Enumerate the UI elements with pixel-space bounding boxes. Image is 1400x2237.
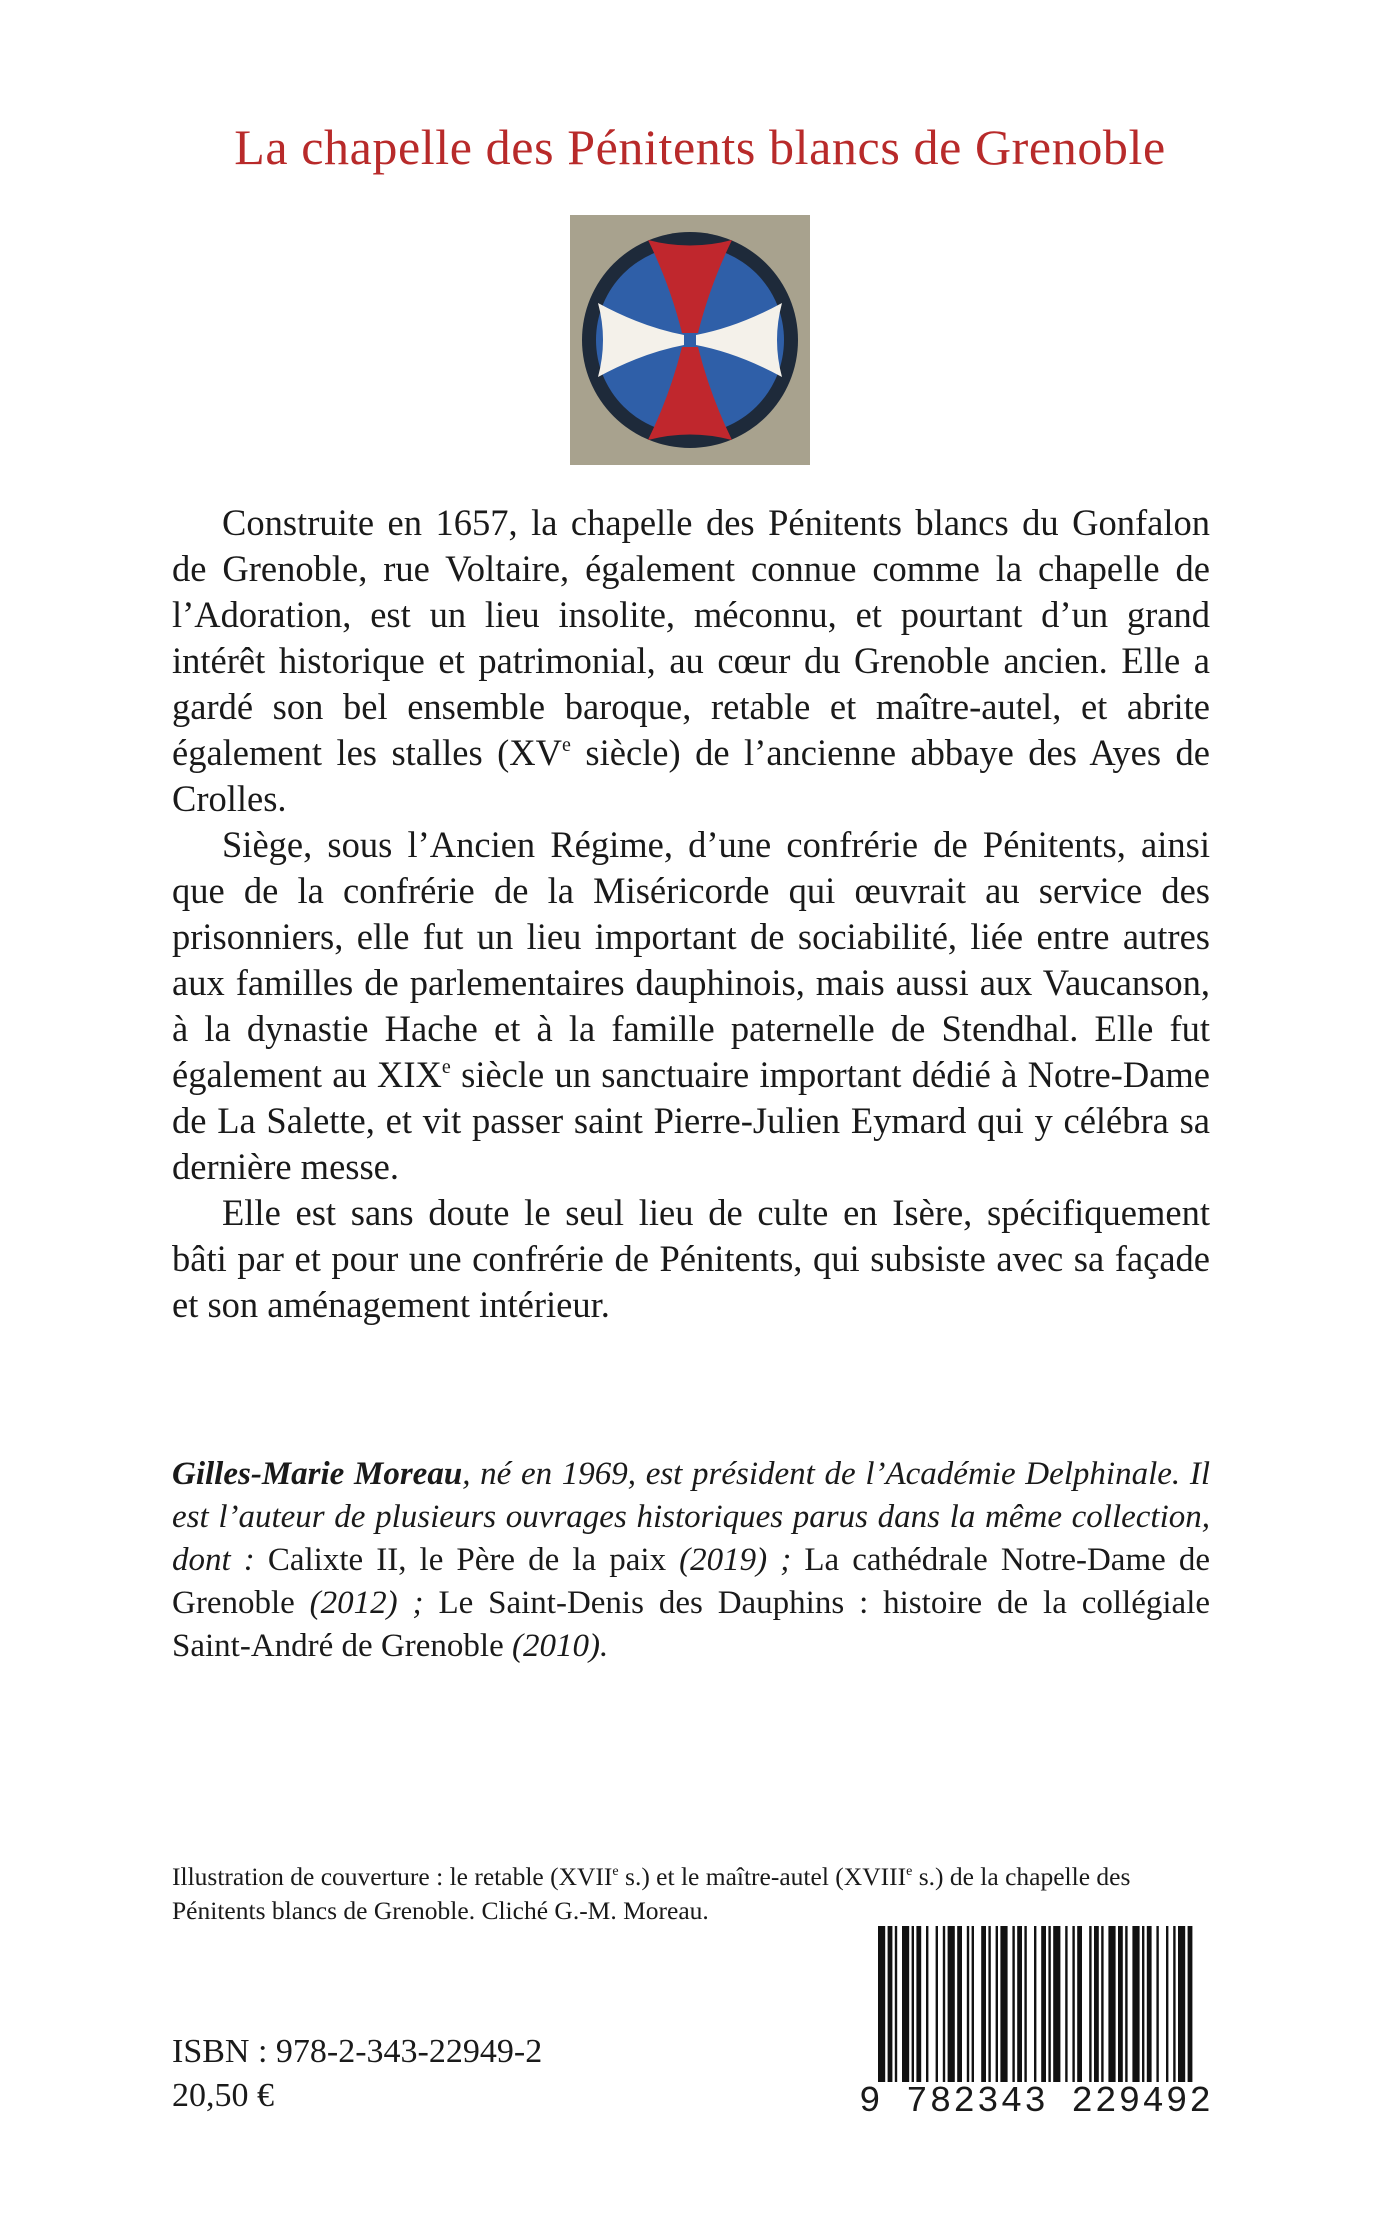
barcode-bar — [1173, 1926, 1175, 2086]
barcode-bar — [1000, 1926, 1007, 2086]
barcode-bar — [936, 1926, 938, 2086]
barcode-bar — [1065, 1926, 1067, 2086]
barcode-bar — [1142, 1926, 1144, 2086]
book-title: Calixte II, le Père de la paix — [267, 1542, 667, 1578]
barcode-bar — [981, 1926, 986, 2086]
barcode-bar — [1053, 1926, 1060, 2086]
barcode-bar — [1188, 1926, 1193, 2086]
barcode-bar — [1072, 1926, 1074, 2086]
barcode-bar — [1108, 1926, 1115, 2086]
barcode-bar — [1147, 1926, 1152, 2086]
barcode-bar — [1034, 1926, 1036, 2086]
price: 20,50 € — [172, 2077, 274, 2114]
author-name: Gilles-Marie Moreau — [172, 1456, 463, 1492]
barcode-bar — [1048, 1926, 1050, 2086]
isbn: ISBN : 978-2-343-22949-2 — [172, 2033, 543, 2070]
barcode-bar — [1118, 1926, 1123, 2086]
barcode-bar — [912, 1926, 914, 2086]
barcode-bar — [1012, 1926, 1014, 2086]
barcode-bar — [1125, 1926, 1127, 2086]
blurb-paragraph-3: Elle est sans doute le seul lieu de culte en Isère, spécifiquement bâti par et pour une confrérie de Pénitents, qui subsiste avec sa façade et son aménagement intérieur. — [172, 1192, 1210, 1325]
book-title: Le Saint-Denis des Dauphins : histoire de la collégiale Saint-André de Grenoble — [172, 1585, 1211, 1664]
barcode-bar — [1156, 1926, 1158, 2086]
blurb — [172, 500, 1210, 1328]
book-title: La cathédrale Notre-Dame de Grenoble — [172, 1542, 1210, 1621]
barcode-bar — [948, 1926, 955, 2086]
barcode-bar — [972, 1926, 974, 2086]
barcode-bar — [1166, 1926, 1168, 2086]
barcode-bar — [1024, 1926, 1026, 2086]
barcode-bar — [1101, 1926, 1103, 2086]
barcode-bar — [967, 1926, 969, 2086]
blurb-paragraph-1: Construite en 1657, la chapelle des Pénitents blancs du Gonfalon de Grenoble, rue Voltaire, également connue comme la chapelle de l’Adoration, est un lieu insolite, méconnu, et pourtant d’un grand intérêt historique et patrimonial, au cœur du Grenoble ancien. Elle a gardé son bel ensemble baroque, retable et maître-autel, et abrite également les stalles (XVe siècle) de l’ancienne abbaye des Ayes de Crolles. — [172, 502, 1210, 819]
cover-title: La chapelle des Pénitents blancs de Grenoble — [234, 119, 1166, 175]
barcode-bar — [1077, 1926, 1082, 2086]
barcode-digits: 9 782343 229492 — [858, 2081, 1214, 2122]
barcode-bar — [943, 1926, 945, 2086]
barcode-bar — [895, 1926, 897, 2086]
blurb-paragraph-2: Siège, sous l’Ancien Régime, d’une confrérie de Pénitents, ainsi que de la confrérie de la Miséricorde qui œuvrait au service des prisonniers, elle fut un lieu important de sociabilité, liée entre autres aux familles de parlementaires dauphinois, mais aussi aux Vaucanson, à la dynastie Hache et à la famille paternelle de Stendhal. Elle fut également au XIXe siècle un sanctuaire important dédié à Notre-Dame de La Salette, et vit passer saint Pierre-Julien Eymard qui y célébra sa dernière messe. — [172, 824, 1210, 1187]
illustration-credit: Illustration de couverture : le retable (XVIIe s.) et le maître-autel (XVIIIe s.) de la chapelle des Pénitents blancs de Grenoble. Cliché G.-M. Moreau. — [172, 1862, 1131, 1925]
author-bio: Gilles-Marie Moreau, né en 1969, est président de l’Académie Delphinale. Il est l’auteur de plusieurs ouvrages historiques parus dans la même collection, dont : Calixte II, le Père de la paix (2019) ; La cathédrale Notre-Dame de Grenoble (2012) ; Le Saint-Denis des Dauphins : histoire de la collégiale Saint-André de Grenoble (2010). — [172, 1456, 1211, 1664]
barcode-bar — [902, 1926, 909, 2086]
barcode-bar — [1178, 1926, 1185, 2086]
barcode-bar — [957, 1926, 962, 2086]
barcode-bar — [916, 1926, 921, 2086]
barcode-bar — [1094, 1926, 1099, 2086]
barcode-bar — [926, 1926, 928, 2086]
barcode-bar — [1132, 1926, 1139, 2086]
barcode-bar — [888, 1926, 893, 2086]
barcode-bar — [988, 1926, 990, 2086]
isbn-block — [172, 2030, 672, 2118]
barcode-bar — [1017, 1926, 1022, 2086]
barcode-bar — [878, 1926, 885, 2086]
barcode-bar — [1089, 1926, 1091, 2086]
penitents-cross-emblem-icon — [570, 215, 810, 465]
barcode-bar — [1041, 1926, 1046, 2086]
barcode-bar — [996, 1926, 998, 2086]
